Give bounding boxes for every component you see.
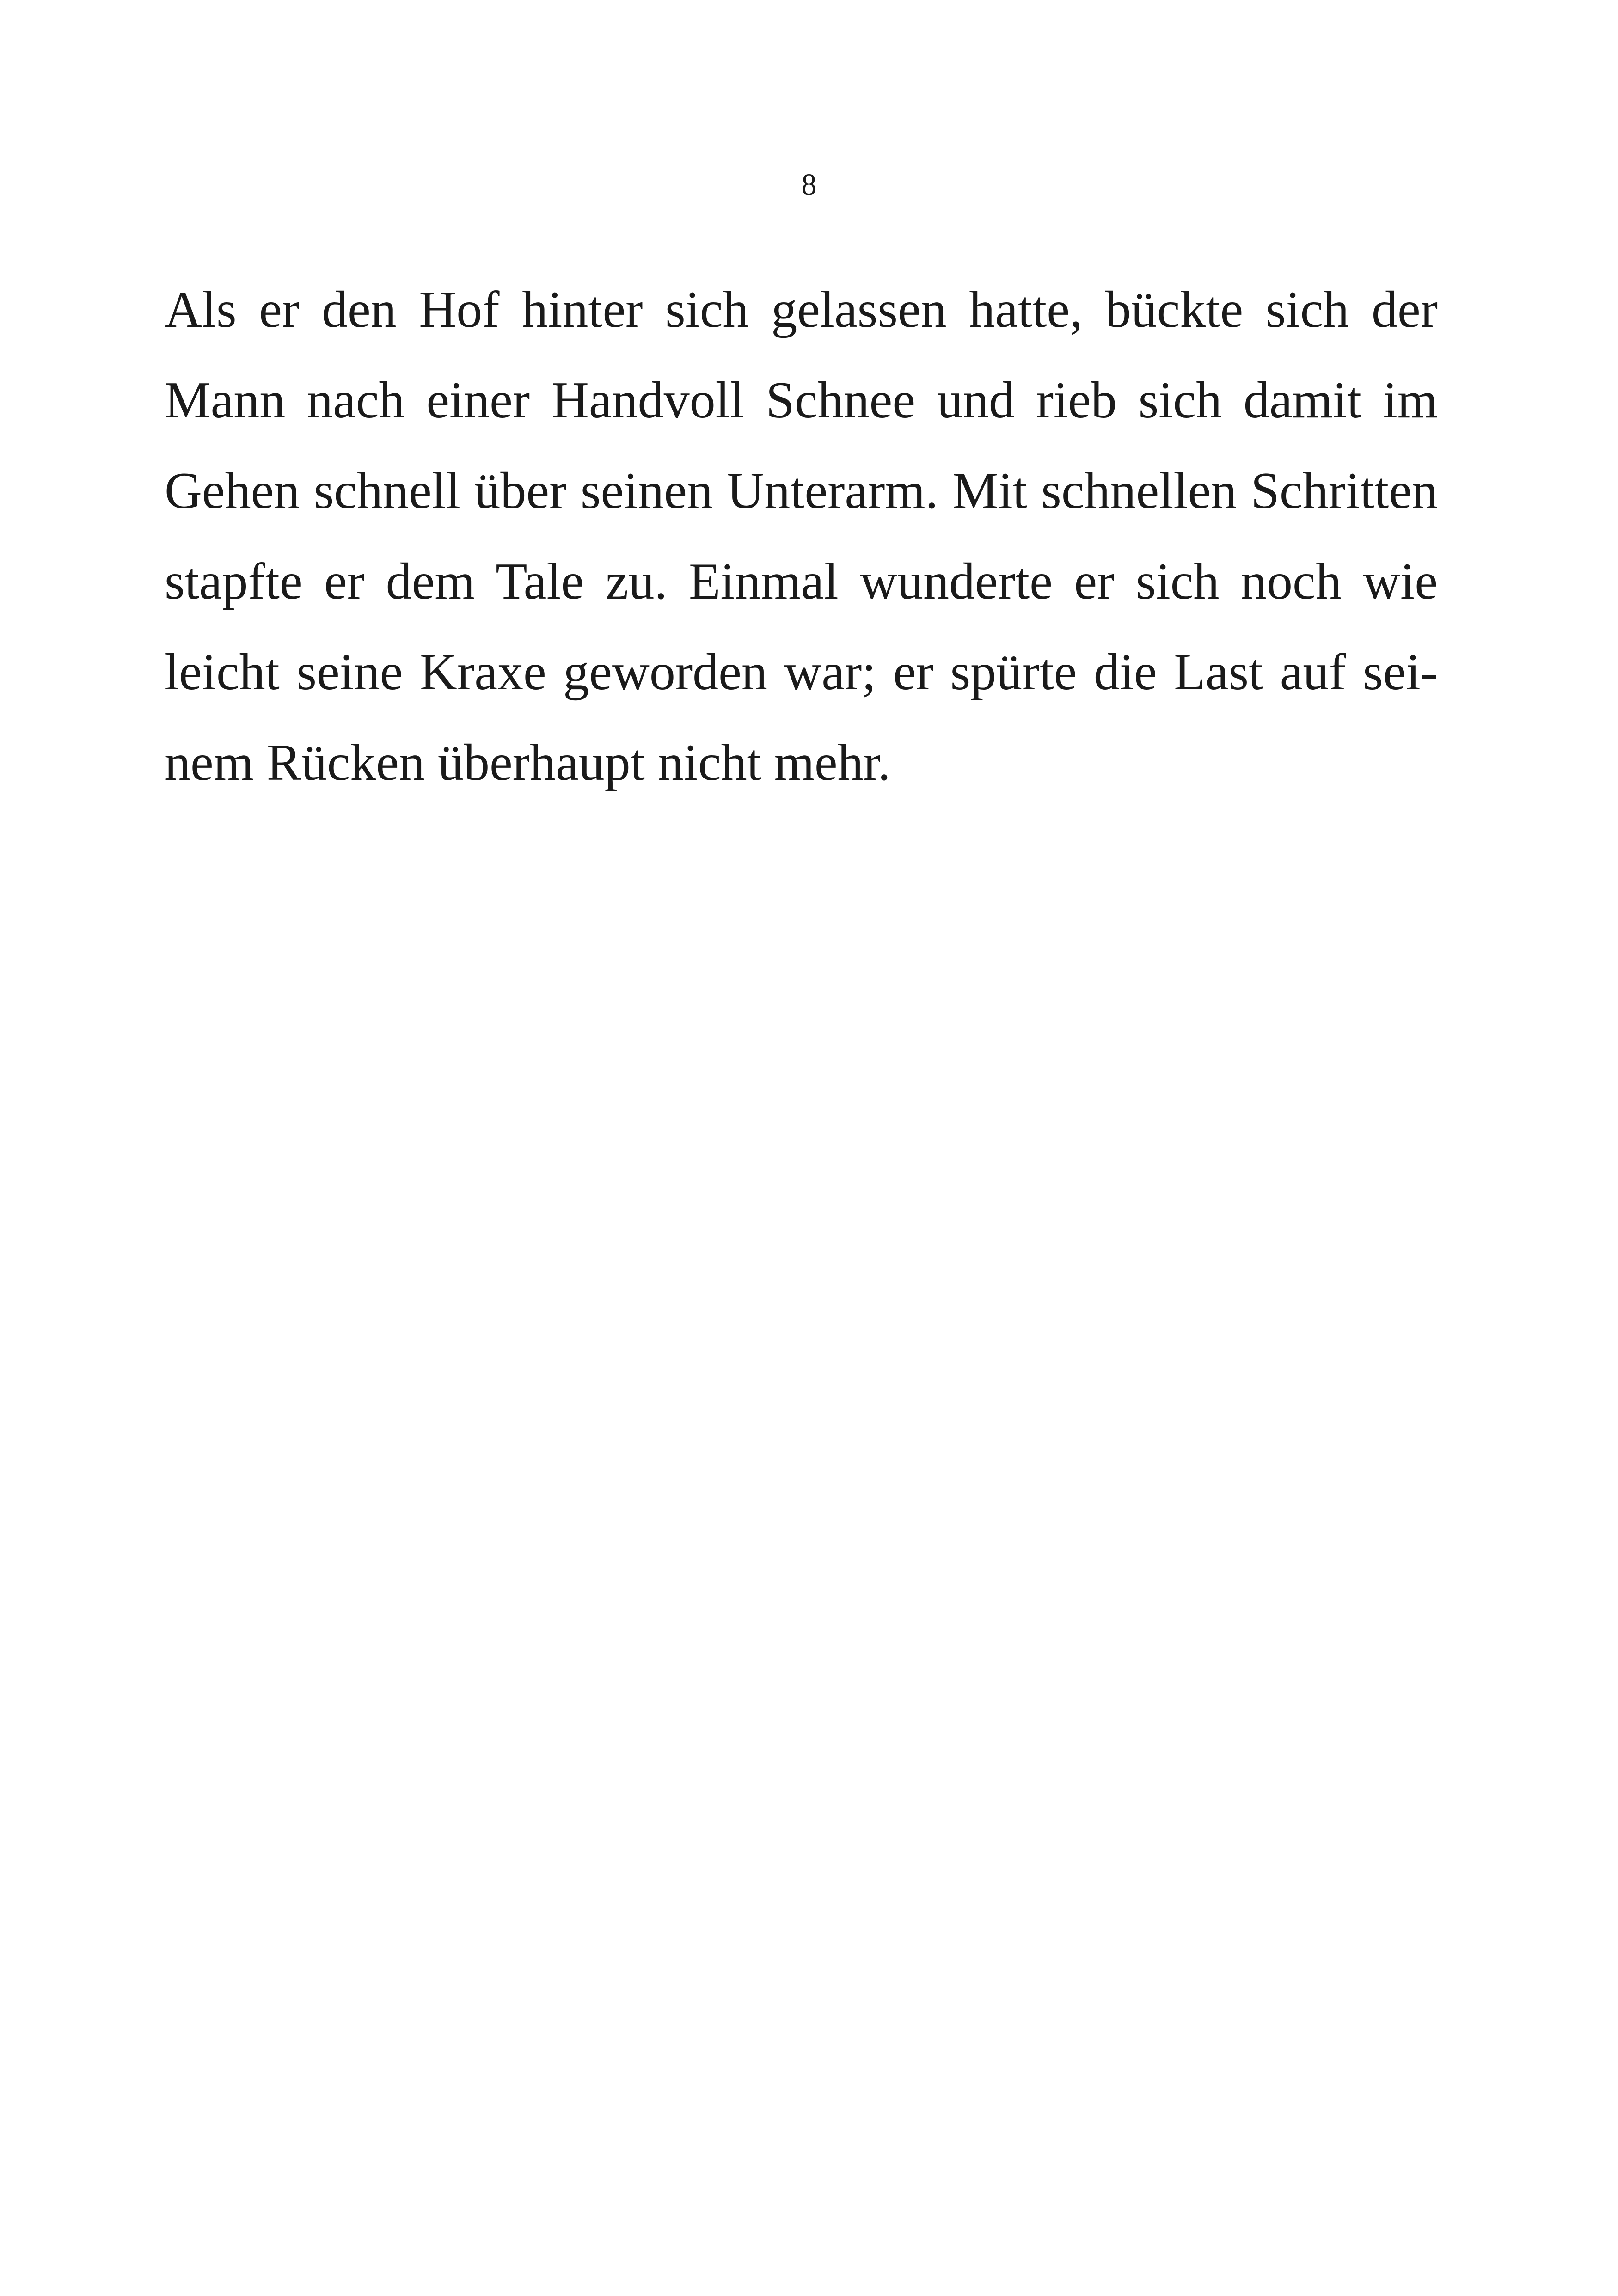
page-number: 8	[801, 168, 817, 202]
paragraph-line: stapfte er dem Tale zu. Einmal wunderte er sich noch wie	[165, 553, 1438, 610]
paragraph-line: Als er den Hof hinter sich gelassen hatte, bückte sich der	[165, 281, 1438, 338]
paragraph-line: leicht seine Kraxe geworden war; er spürte die Last auf sei-	[165, 643, 1438, 701]
body-paragraph	[165, 264, 1438, 808]
paragraph-line: Gehen schnell über seinen Unterarm. Mit schnellen Schritten	[165, 462, 1438, 520]
paragraph-line: nem Rücken überhaupt nicht mehr.	[165, 734, 891, 791]
paragraph-line: Mann nach einer Handvoll Schnee und rieb sich damit im	[165, 372, 1438, 429]
